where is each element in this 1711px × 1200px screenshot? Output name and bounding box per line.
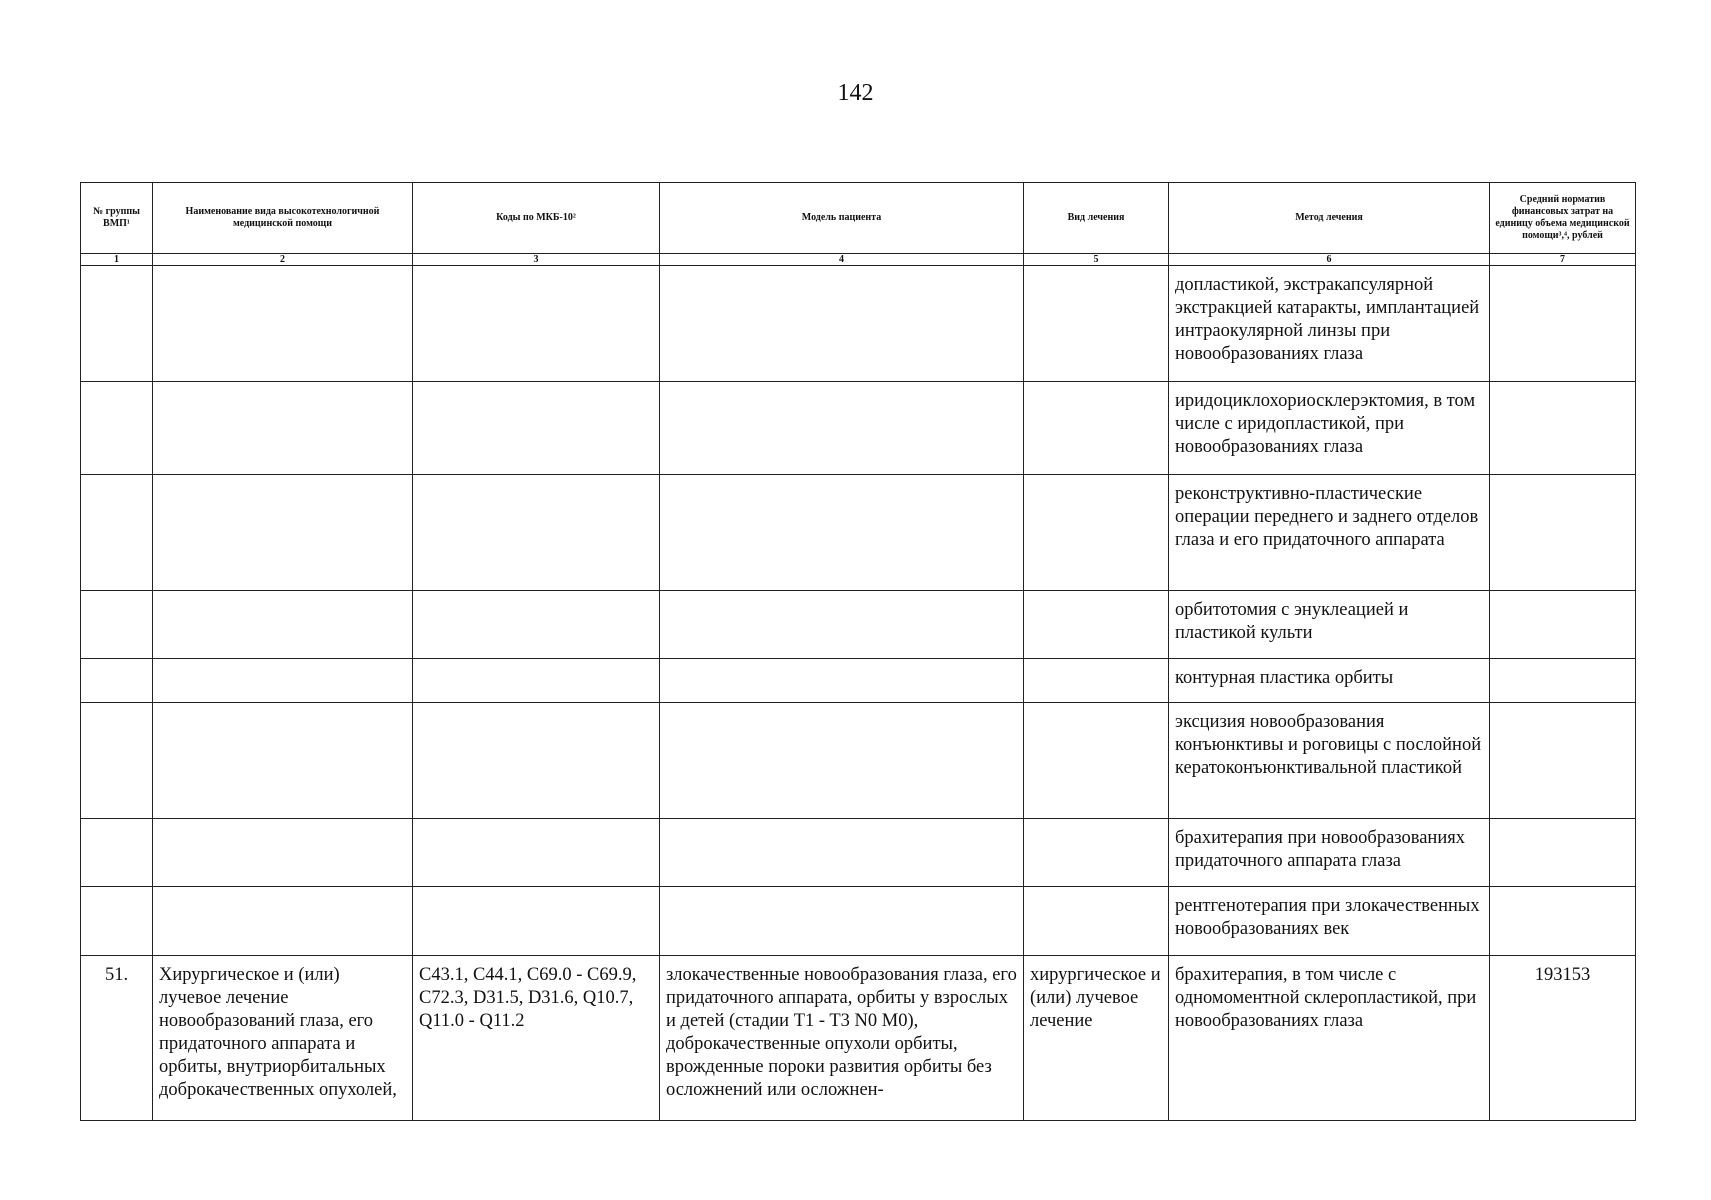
cell-codes bbox=[413, 887, 660, 956]
cell-codes bbox=[413, 819, 660, 887]
cell-treatment bbox=[1024, 266, 1169, 382]
cell-cost bbox=[1490, 887, 1636, 956]
table-row bbox=[81, 887, 1636, 956]
cell-model bbox=[660, 659, 1024, 703]
cell-name bbox=[153, 659, 413, 703]
cell-group bbox=[81, 382, 153, 475]
table-row bbox=[81, 956, 1636, 1121]
header-name: Наименование вида высокотехнологичной медицинской помощи bbox=[153, 183, 413, 254]
cell-method: реконструктивно-пластические операции переднего и заднего отделов глаза и его придаточного аппарата bbox=[1169, 475, 1490, 591]
table-row bbox=[81, 382, 1636, 475]
cell-name bbox=[153, 703, 413, 819]
cell-method: орбитотомия с энуклеацией и пластикой культи bbox=[1169, 591, 1490, 659]
cell-cost bbox=[1490, 266, 1636, 382]
cell-group: 51. bbox=[81, 956, 153, 1121]
cell-name bbox=[153, 591, 413, 659]
cell-method: рентгенотерапия при злокачественных новообразованиях век bbox=[1169, 887, 1490, 956]
cell-codes: C43.1, C44.1, C69.0 - C69.9, C72.3, D31.5, D31.6, Q10.7, Q11.0 - Q11.2 bbox=[413, 956, 660, 1121]
column-number: 5 bbox=[1024, 254, 1169, 266]
table-row bbox=[81, 591, 1636, 659]
column-number: 3 bbox=[413, 254, 660, 266]
header-model: Модель пациента bbox=[660, 183, 1024, 254]
column-number: 7 bbox=[1490, 254, 1636, 266]
cell-group bbox=[81, 659, 153, 703]
header-row bbox=[81, 183, 1636, 254]
cell-name bbox=[153, 266, 413, 382]
column-number: 2 bbox=[153, 254, 413, 266]
column-number-row bbox=[81, 254, 1636, 266]
cell-treatment bbox=[1024, 382, 1169, 475]
cell-group bbox=[81, 819, 153, 887]
cell-name bbox=[153, 887, 413, 956]
vmp-table bbox=[80, 182, 1636, 1121]
cell-model bbox=[660, 382, 1024, 475]
cell-group bbox=[81, 266, 153, 382]
table-row bbox=[81, 475, 1636, 591]
cell-name: Хирургическое и (или) лучевое лечение новообразований глаза, его придаточного аппарата и орбиты, внутриорбитальных доброкачественных опухолей, bbox=[153, 956, 413, 1121]
cell-treatment bbox=[1024, 659, 1169, 703]
cell-name bbox=[153, 819, 413, 887]
cell-model bbox=[660, 887, 1024, 956]
cell-method: брахитерапия, в том числе с одномоментной склеропластикой, при новообразованиях глаза bbox=[1169, 956, 1490, 1121]
cell-codes bbox=[413, 475, 660, 591]
header-cost: Средний норматив финансовых затрат на единицу объема медицинской помощи³,⁴, рублей bbox=[1490, 183, 1636, 254]
column-number: 6 bbox=[1169, 254, 1490, 266]
cell-name bbox=[153, 382, 413, 475]
cell-codes bbox=[413, 659, 660, 703]
column-number: 4 bbox=[660, 254, 1024, 266]
cell-model: злокачественные новообразования глаза, его придаточного аппарата, орбиты у взрослых и детей (стадии T1 - T3 N0 M0), доброкачественные опухоли орбиты, врожденные пороки развития орбиты без осложнений или осложнен- bbox=[660, 956, 1024, 1121]
cell-group bbox=[81, 475, 153, 591]
header-group: № группы ВМП¹ bbox=[81, 183, 153, 254]
cell-cost bbox=[1490, 591, 1636, 659]
header-method: Метод лечения bbox=[1169, 183, 1490, 254]
cell-cost bbox=[1490, 475, 1636, 591]
cell-method: контурная пластика орбиты bbox=[1169, 659, 1490, 703]
cell-cost bbox=[1490, 819, 1636, 887]
cell-group bbox=[81, 887, 153, 956]
cell-model bbox=[660, 266, 1024, 382]
cell-group bbox=[81, 703, 153, 819]
cell-cost: 193153 bbox=[1490, 956, 1636, 1121]
table-row bbox=[81, 819, 1636, 887]
cell-treatment bbox=[1024, 887, 1169, 956]
cell-method: иридоциклохориосклерэктомия, в том числе с иридопластикой, при новообразованиях глаза bbox=[1169, 382, 1490, 475]
cell-codes bbox=[413, 266, 660, 382]
column-number: 1 bbox=[81, 254, 153, 266]
cell-codes bbox=[413, 591, 660, 659]
cell-method: эксцизия новообразования конъюнктивы и роговицы с послойной кератоконъюнктивальной пластикой bbox=[1169, 703, 1490, 819]
cell-treatment bbox=[1024, 703, 1169, 819]
cell-model bbox=[660, 591, 1024, 659]
cell-group bbox=[81, 591, 153, 659]
cell-method: брахитерапия при новообразованиях придаточного аппарата глаза bbox=[1169, 819, 1490, 887]
cell-name bbox=[153, 475, 413, 591]
page-number: 142 bbox=[837, 80, 874, 106]
cell-model bbox=[660, 819, 1024, 887]
cell-cost bbox=[1490, 659, 1636, 703]
cell-cost bbox=[1490, 382, 1636, 475]
cell-method: допластикой, экстракапсулярной экстракцией катаракты, имплантацией интраокулярной линзы при новообразованиях глаза bbox=[1169, 266, 1490, 382]
cell-treatment bbox=[1024, 475, 1169, 591]
cell-codes bbox=[413, 703, 660, 819]
table-row bbox=[81, 266, 1636, 382]
cell-model bbox=[660, 475, 1024, 591]
header-treatment: Вид лечения bbox=[1024, 183, 1169, 254]
cell-treatment: хирургическое и (или) лучевое лечение bbox=[1024, 956, 1169, 1121]
cell-treatment bbox=[1024, 819, 1169, 887]
cell-codes bbox=[413, 382, 660, 475]
cell-model bbox=[660, 703, 1024, 819]
cell-cost bbox=[1490, 703, 1636, 819]
header-codes: Коды по МКБ-10² bbox=[413, 183, 660, 254]
table-row bbox=[81, 703, 1636, 819]
cell-treatment bbox=[1024, 591, 1169, 659]
table-row bbox=[81, 659, 1636, 703]
